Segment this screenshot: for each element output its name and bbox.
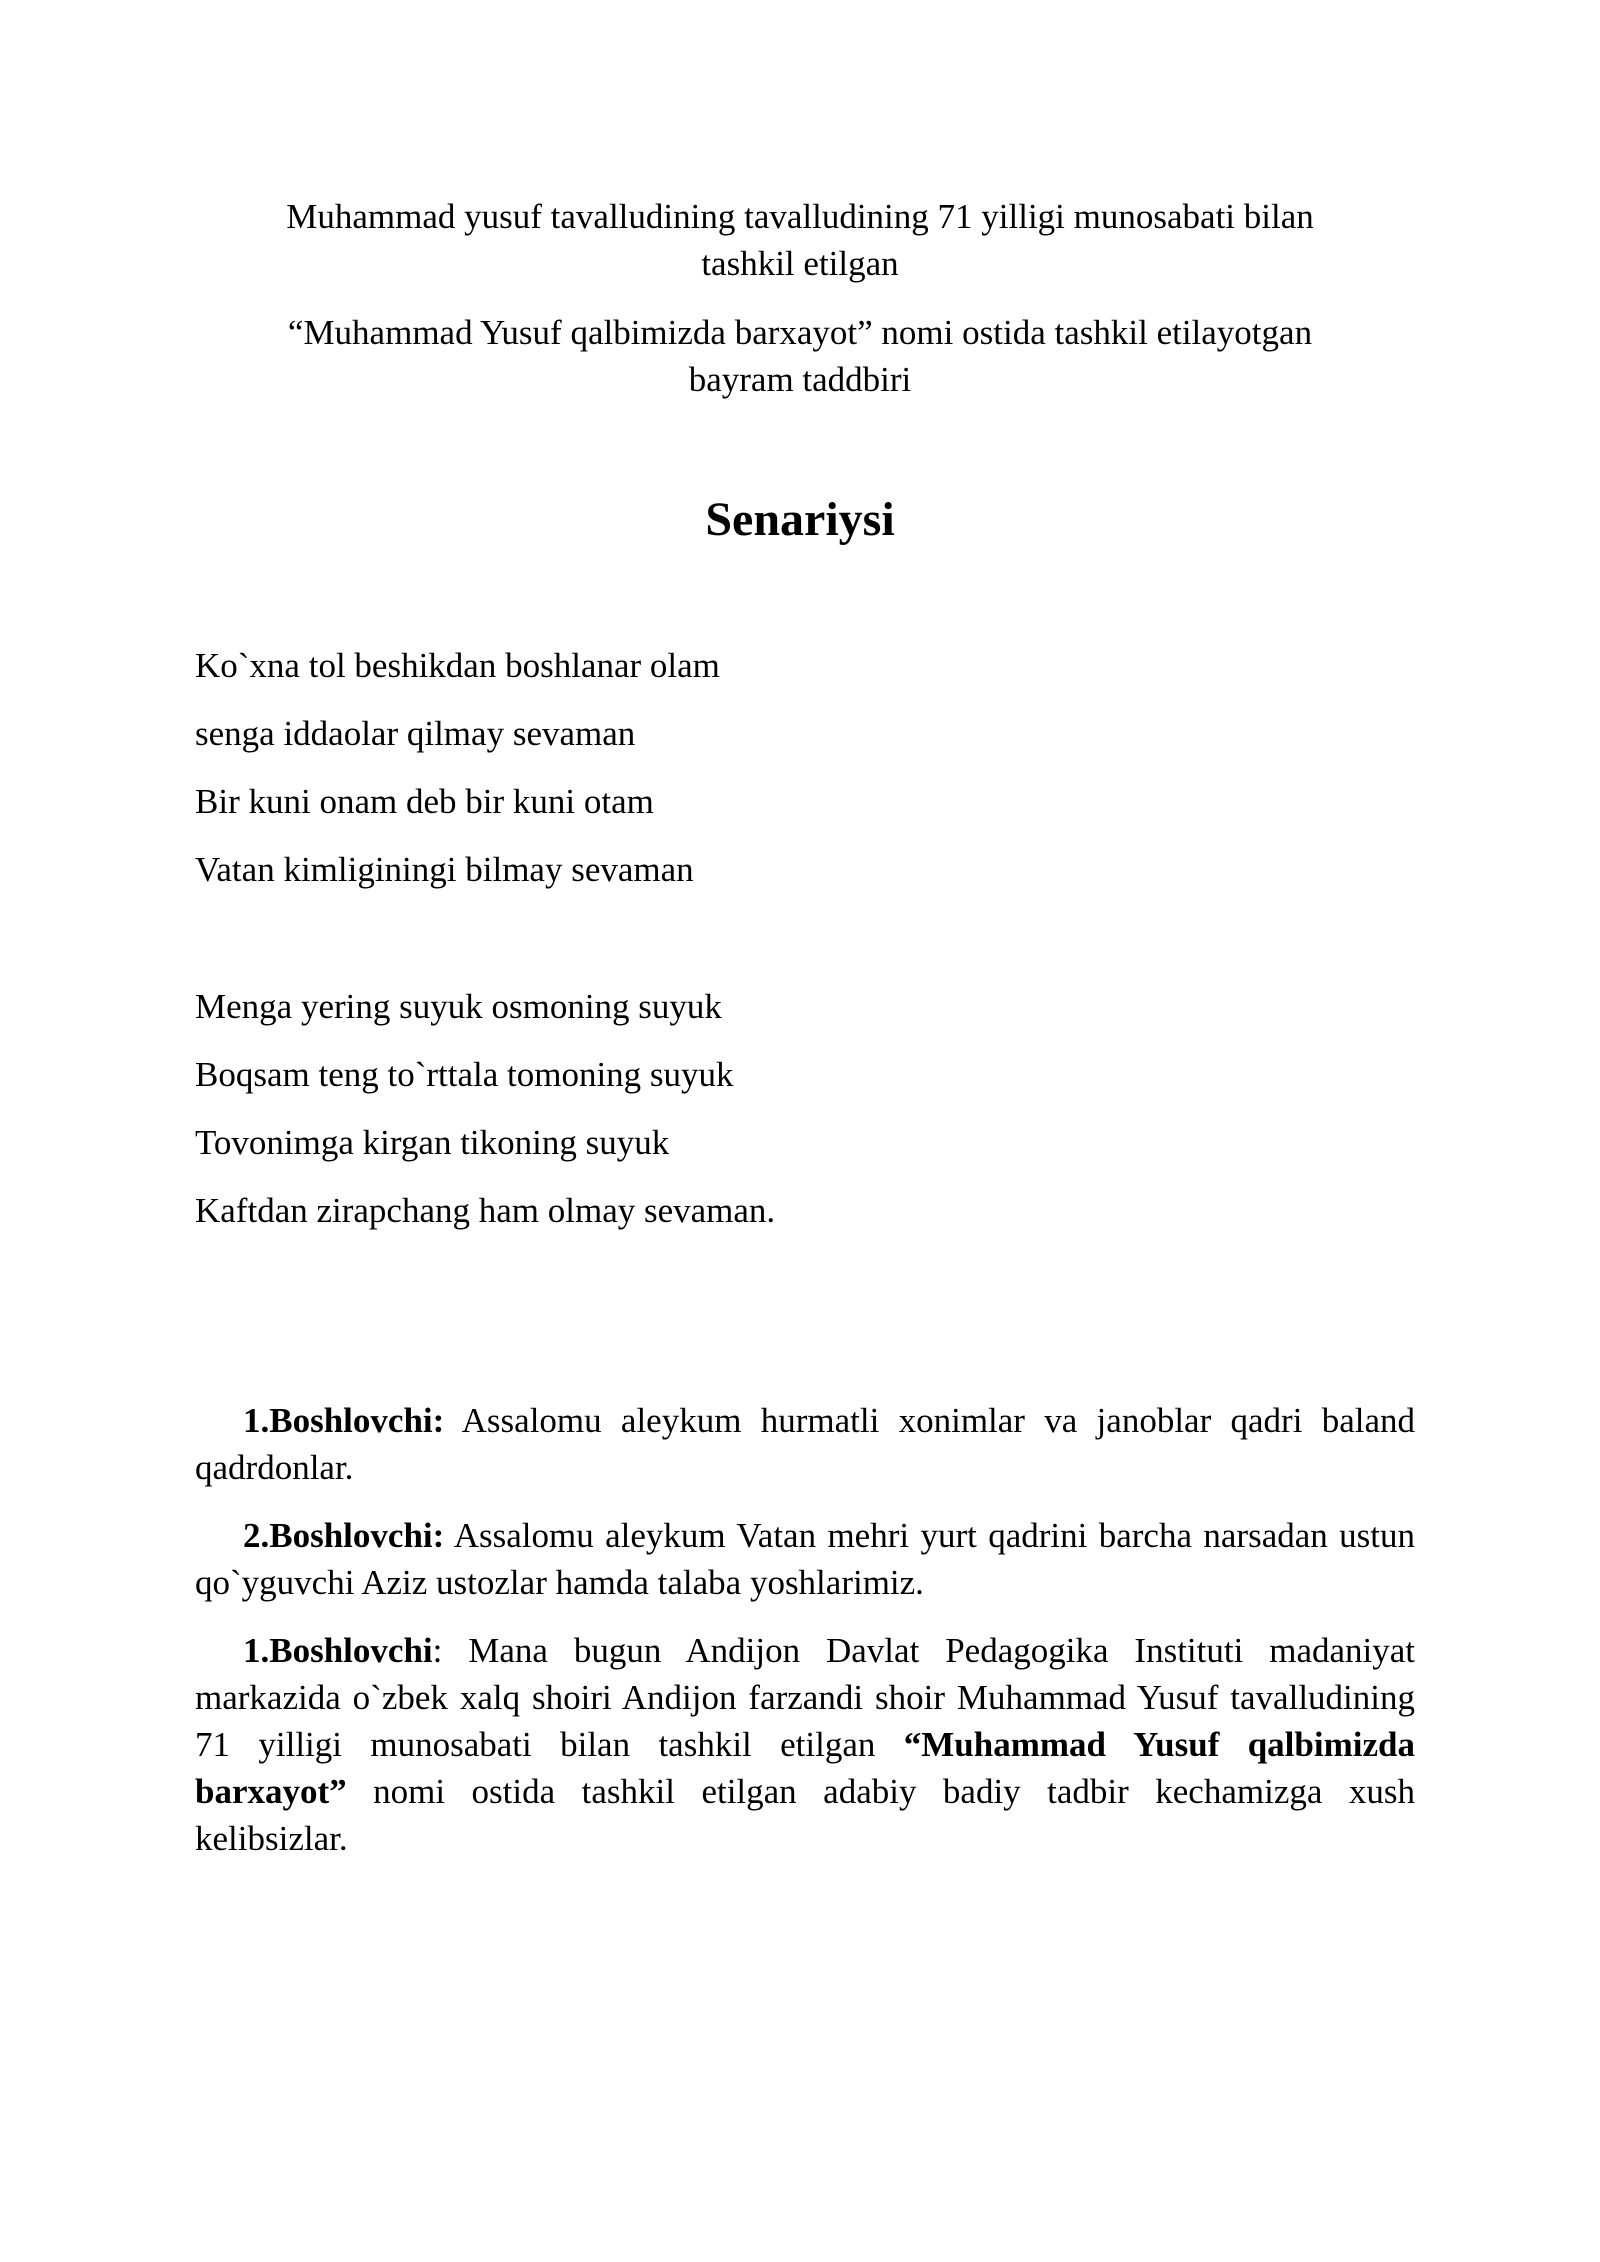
dialogue-paragraph-2 (195, 1512, 1415, 1606)
intro-line-2: “Muhammad Yusuf qalbimizda barxayot” nomi ostida tashkil etilayotgan bayram taddbiri (287, 313, 1313, 399)
event-name-emphasis: “Muhammad Yusuf qalbimizda barxayot” (195, 1725, 1415, 1811)
dialogue-text: Assalomu aleykum Vatan mehri yurt qadrini barcha narsadan ustun qo`yguvchi Aziz ustozlar hamda talaba yoshlarimiz. (195, 1516, 1415, 1602)
dialogue-text: Assalomu aleykum hurmatli xonimlar va janoblar qadri baland qadrdonlar. (195, 1401, 1415, 1487)
verse-line: senga iddaolar qilmay sevaman (195, 714, 636, 753)
verse-line: Kaftdan zirapchang ham olmay sevaman. (195, 1191, 776, 1230)
speaker-label: 1.Boshlovchi (243, 1631, 433, 1670)
page-title: Senariysi (705, 493, 895, 546)
verse-line: Vatan kimliginingi bilmay sevaman (195, 850, 694, 889)
dialogue-paragraph-1 (195, 1397, 1415, 1491)
dialogue-text: : Mana bugun Andijon Davlat Pedagogika Instituti madaniyat markazida o`zbek xalq shoiri Andijon farzandi shoir Muhammad Yusuf tavalludining 71 yilligi munosabati bilan tashkil etilgan (195, 1631, 1415, 1764)
verse-line: Bir kuni onam deb bir kuni otam (195, 782, 654, 821)
speaker-label: 2.Boshlovchi: (243, 1516, 445, 1555)
speaker-label: 1.Boshlovchi: (243, 1401, 445, 1440)
verse-line: Boqsam teng to`rttala tomoning suyuk (195, 1055, 734, 1094)
poem-stanza-2 (195, 981, 1395, 1253)
intro-line-1: Muhammad yusuf tavalludining tavalludining 71 yilligi munosabati bilan tashkil etilgan (286, 197, 1314, 283)
verse-line: Menga yering suyuk osmoning suyuk (195, 987, 722, 1026)
verse-line: Ko`xna tol beshikdan boshlanar olam (195, 646, 720, 685)
poem-stanza-1 (195, 640, 1395, 912)
verse-line: Tovonimga kirgan tikoning suyuk (195, 1123, 670, 1162)
dialogue-paragraph-3 (195, 1627, 1415, 1862)
dialogue-text: nomi ostida tashkil etilgan adabiy badiy tadbir kechamizga xush kelibsizlar. (195, 1772, 1415, 1858)
